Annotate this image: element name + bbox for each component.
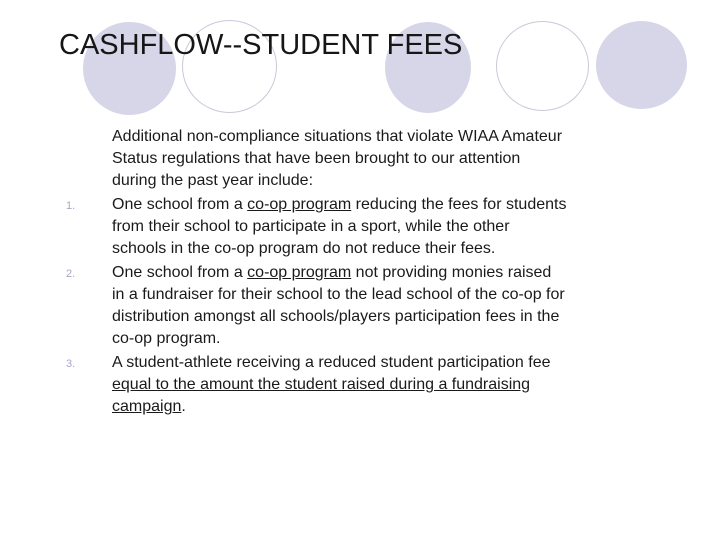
decorative-circle-outline (496, 21, 589, 111)
text-line (112, 262, 666, 284)
text-run: distribution amongst all schools/players participation fees in the (112, 308, 560, 325)
text-run: not providing monies raised (351, 264, 552, 281)
list-item (66, 262, 666, 350)
intro-line: Additional non-compliance situations that violate WIAA Amateur (112, 128, 563, 145)
underlined-text-run: equal to the amount the student raised during a fundraising (112, 376, 531, 393)
text-run: One school from a (112, 196, 248, 213)
list-item-text (112, 352, 666, 418)
text-line (112, 328, 666, 350)
list-item (66, 352, 666, 418)
text-run: One school from a (112, 264, 248, 281)
text-run: . (181, 398, 186, 415)
text-run: in a fundraiser for their school to the lead school of the co-op for (112, 286, 565, 303)
underlined-text-run: campaign (112, 398, 182, 415)
decorative-circle-filled (596, 21, 687, 109)
text-line (112, 306, 666, 328)
intro-line: Status regulations that have been brought to our attention (112, 150, 521, 167)
underlined-text-run: co-op program (247, 196, 352, 213)
text-line (112, 238, 666, 260)
list-item (66, 194, 666, 260)
list-item-text (112, 262, 666, 350)
list-marker: 3. (66, 358, 76, 370)
slide-body (66, 126, 666, 418)
text-run: from their school to participate in a sport, while the other (112, 218, 510, 235)
text-line (112, 216, 666, 238)
text-run: schools in the co-op program do not reduce their fees. (112, 240, 496, 257)
text-line (112, 352, 666, 374)
list-item-text (112, 194, 666, 260)
list-marker: 2. (66, 268, 76, 280)
text-line (112, 396, 666, 418)
text-run: reducing the fees for students (351, 196, 567, 213)
intro-line: during the past year include: (112, 172, 314, 189)
text-line (112, 374, 666, 396)
text-run: A student-athlete receiving a reduced student participation fee (112, 354, 551, 371)
intro-paragraph (112, 126, 666, 192)
text-run: co-op program. (112, 330, 221, 347)
underlined-text-run: co-op program (247, 264, 352, 281)
slide-title: CASHFLOW--STUDENT FEES (59, 29, 463, 61)
text-line (112, 194, 666, 216)
text-line (112, 284, 666, 306)
list-marker: 1. (66, 200, 76, 212)
